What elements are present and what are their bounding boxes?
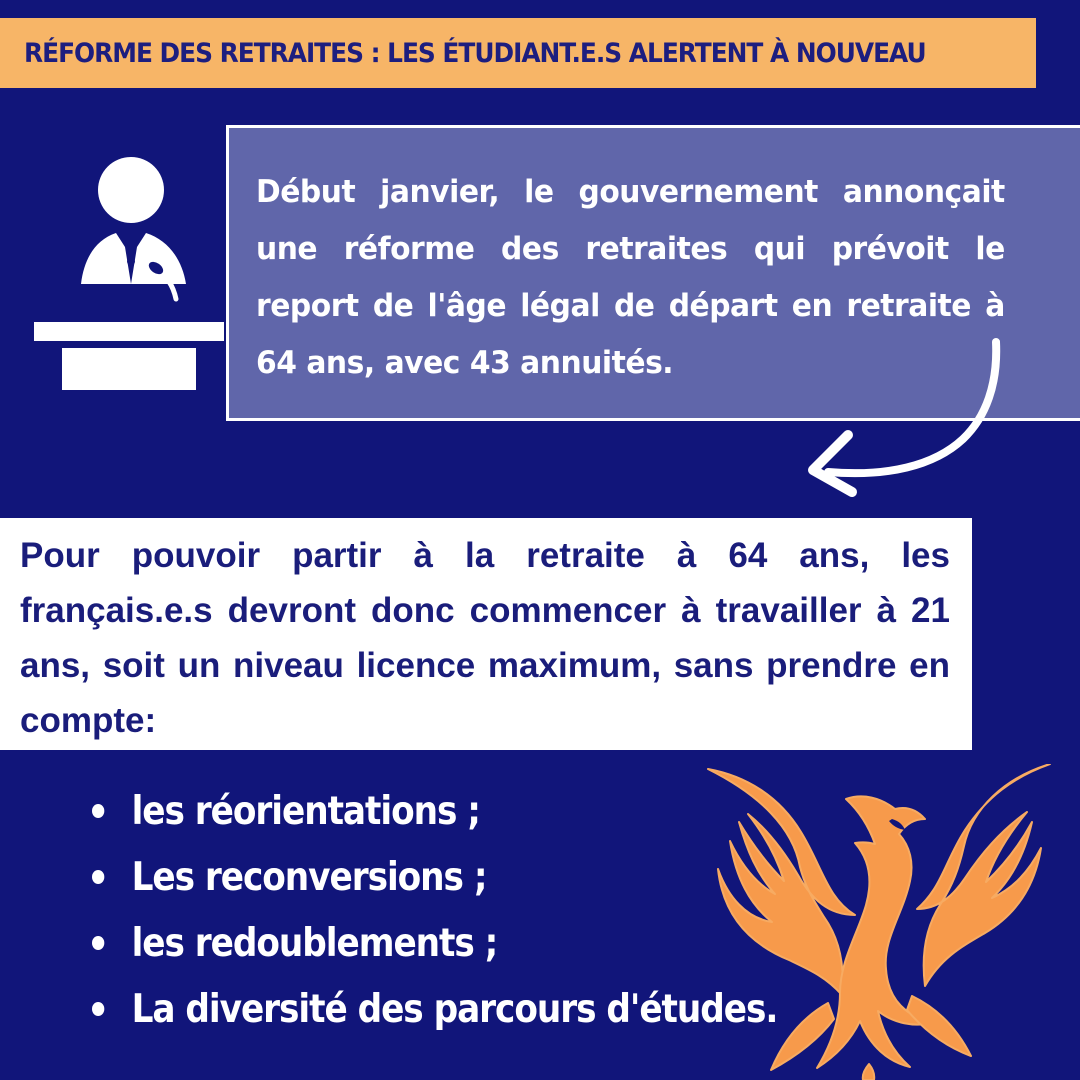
phoenix-logo — [700, 764, 1060, 1080]
bullet-icon — [92, 1002, 104, 1016]
list-item-label: les réorientations ; — [131, 788, 480, 834]
list-item — [92, 910, 761, 976]
bullet-icon — [92, 804, 104, 818]
list-item — [92, 778, 761, 844]
list-item — [92, 844, 761, 910]
speaker-at-podium-icon — [34, 156, 224, 390]
title-banner — [0, 18, 1036, 88]
list-item-label: Les reconversions ; — [131, 854, 487, 900]
list-item — [92, 976, 778, 1042]
main-message-text: Pour pouvoir partir à la retraite à 64 ans, les français.e.s devront donc commencer à travailler à 21 ans, soit un niveau licence maximum, sans prendre en compte: — [20, 536, 950, 740]
bullet-icon — [92, 936, 104, 950]
curved-arrow-icon — [790, 338, 1020, 508]
list-item-label: La diversité des parcours d'études. — [131, 986, 778, 1032]
page-title: RÉFORME DES RETRAITES : LES ÉTUDIANT.E.S ALERTENT À NOUVEAU — [24, 37, 926, 69]
bullet-icon — [92, 870, 104, 884]
intro-text: Début janvier, le gouvernement annonçait une réforme des retraites qui prévoit le report de l'âge légal de départ en retraite à 64 ans, avec 43 annuités. — [256, 174, 1005, 381]
list-item-label: les redoublements ; — [131, 920, 498, 966]
